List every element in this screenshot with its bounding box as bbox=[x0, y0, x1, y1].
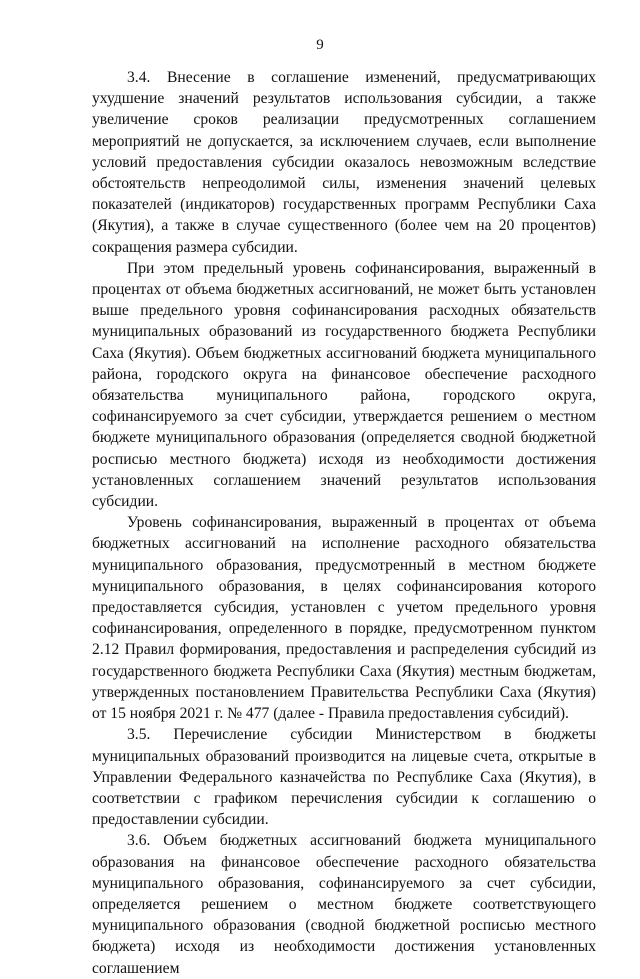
paragraph-3-6: 3.6. Объем бюджетных ассигнований бюджета муниципального образования на финансовое обеспечение расходного обязательства муниципального образования, софинансируемого за счет субсидии, определяется решением о местном бюджете соответствующего муниципального образования (сводной бюджетной росписью местного бюджета) исходя из необходимости достижения установленных соглашением bbox=[92, 832, 596, 977]
paragraph-3-4: 3.4. Внесение в соглашение изменений, предусматривающих ухудшение значений результатов использования субсидии, а также увеличение сроков реализации предусмотренных соглашением мероприятий не допускается, за исключением случаев, если выполнение условий предоставления субсидии оказалось невозможным вследствие обстоятельств непреодолимой силы, изменения значений целевых показателей (индикаторов) государственных программ Республики Саха (Якутия), а также в случае существенного (более чем на 20 процентов) сокращения размера субсидии. bbox=[92, 69, 596, 256]
paragraph-3-5: 3.5. Перечисление субсидии Министерством в бюджеты муниципальных образований производится на лицевые счета, открытые в Управлении Федерального казначейства по Республике Саха (Якутия), в соответствии с графиком перечисления субсидии к соглашению о предоставлении субсидии. bbox=[92, 726, 596, 829]
paragraph-cofinancing-limit: При этом предельный уровень софинансирования, выраженный в процентах от объема бюджетных ассигнований, не может быть установлен выше предельного уровня софинансирования расходных обязательств муниципальных образований из государственного бюджета Республики Саха (Якутия). Объем бюджетных ассигнований бюджета муниципального района, городского округа на финансовое обеспечение расходного обязательства муниципального района, городского округа, софинансируемого за счет субсидии, утверждается решением о местном бюджете муниципального образования (определяется сводной бюджетной росписью местного бюджета) исходя из необходимости достижения установленных соглашением значений результатов использования субсидии. bbox=[92, 259, 596, 511]
document-body bbox=[92, 67, 596, 979]
page-number: 9 bbox=[316, 37, 324, 53]
paragraph-cofinancing-level: Уровень софинансирования, выраженный в процентах от объема бюджетных ассигнований на исполнение расходного обязательства муниципального образования, предусмотренный в местном бюджете муниципального образования, в целях софинансирования которого предоставляется субсидия, установлен с учетом предельного уровня софинансирования, определенного в порядке, предусмотренном пунктом 2.12 Правил формирования, предоставления и распределения субсидий из государственного бюджета Республики Саха (Якутия) местным бюджетам, утвержденных постановлением Правительства Республики Саха (Якутия) от 15 ноября 2021 г. № 477 (далее - Правила предоставления субсидий). bbox=[92, 514, 596, 723]
